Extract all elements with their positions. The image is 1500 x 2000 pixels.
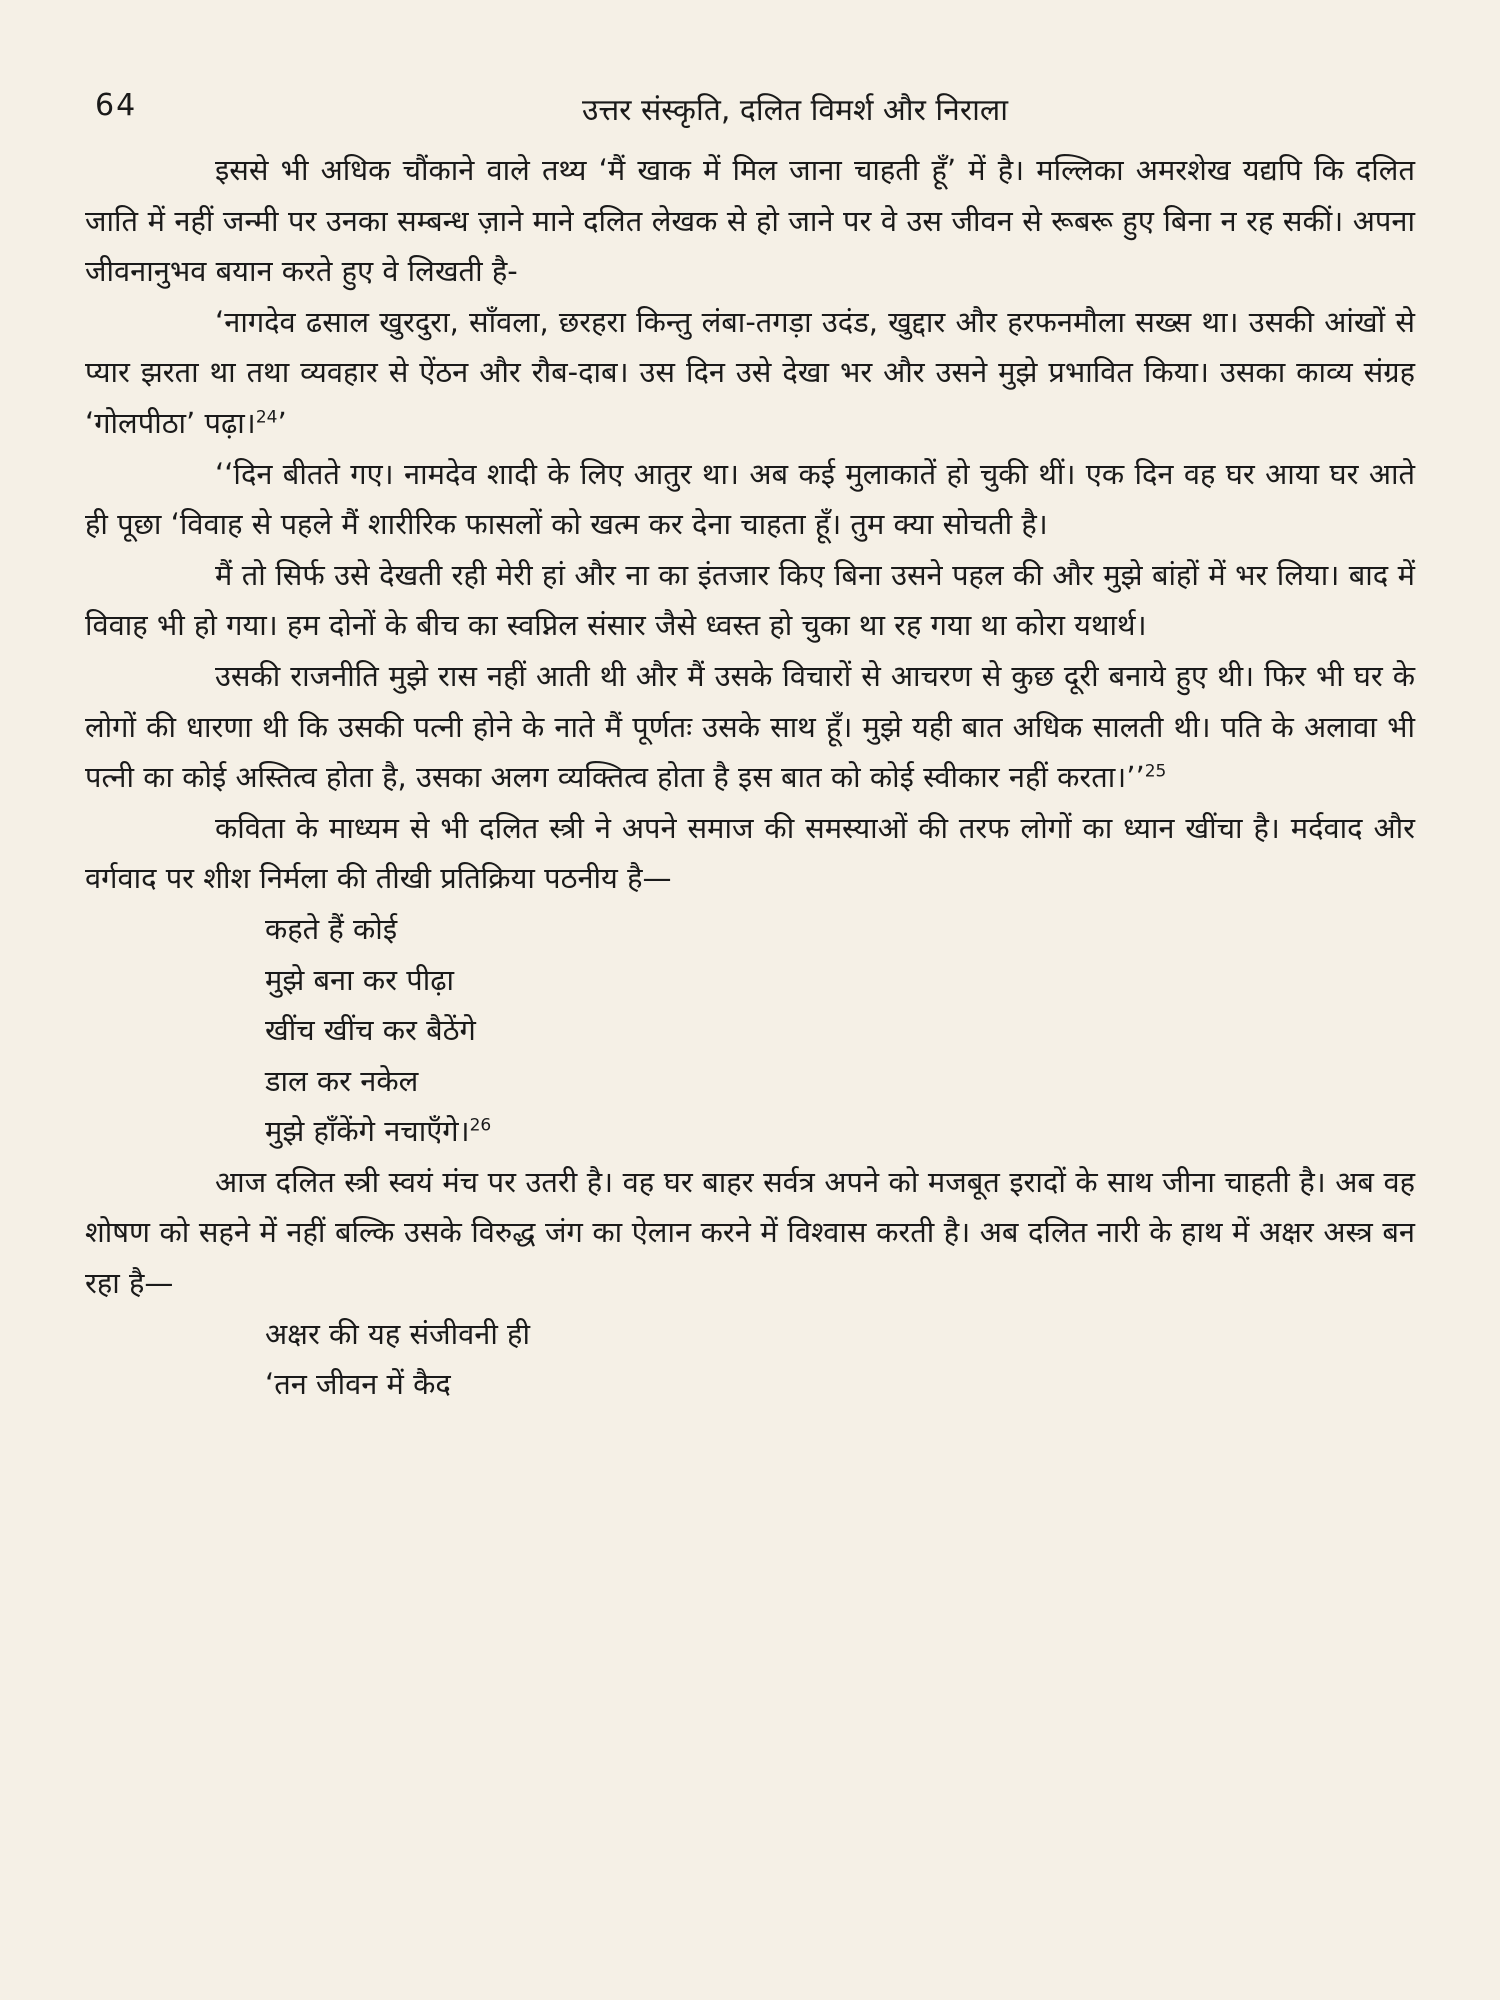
page-number: 64	[95, 88, 138, 123]
footnote-ref-25: 25	[1144, 761, 1167, 782]
paragraph-7: आज दलित स्त्री स्वयं मंच पर उतरी है। वह घर बाहर सर्वत्र अपने को मजबूत इरादों के साथ जीना चाहती है। अब वह शोषण को सहने में नहीं बल्कि उसके विरुद्ध जंग का ऐलान करने में विश्वास करती है। अब दलित नारी के हाथ में अक्षर अस्त्र बन रहा है—	[85, 1164, 1415, 1301]
verse-line: मुझे बना कर पीढ़ा	[265, 962, 455, 997]
verse-line: डाल कर नकेल	[265, 1063, 419, 1098]
verse-block-2	[85, 1309, 1415, 1410]
verse-line: अक्षर की यह संजीवनी ही	[265, 1316, 530, 1351]
verse-block-1	[85, 904, 1415, 1157]
paragraph-6: कविता के माध्यम से भी दलित स्त्री ने अपने समाज की समस्याओं की तरफ लोगों का ध्यान खींचा है। मर्दवाद और वर्गवाद पर शीश निर्मला की तीखी प्रतिक्रिया पठनीय है—	[85, 810, 1415, 896]
running-title: उत्तर संस्कृति, दलित विमर्श और निराला	[582, 93, 1008, 128]
paragraph-5	[85, 651, 1415, 803]
paragraph-2	[85, 297, 1415, 449]
page-header	[95, 88, 1425, 138]
verse-line: खींच खींच कर बैठेंगे	[265, 1013, 476, 1048]
footnote-ref-26: 26	[469, 1115, 492, 1136]
footnote-ref-24: 24	[255, 407, 278, 428]
paragraph-1: इससे भी अधिक चौंकाने वाले तथ्य ‘मैं खाक में मिल जाना चाहती हूँ’ में है। मल्लिका अमरशेख यद्यपि कि दलित जाति में नहीं जन्मी पर उनका सम्बन्ध ज़ाने माने दलित लेखक से हो जाने पर वे उस जीवन से रूबरू हुए बिना न रह सकीं। अपना जीवनानुभव बयान करते हुए वे लिखती है-	[85, 153, 1415, 289]
closing-quote: ’	[277, 405, 287, 440]
paragraph-4: मैं तो सिर्फ उसे देखती रही मेरी हां और ना का इंतजार किए बिना उसने पहल की और मुझे बांहों में भर लिया। बाद में विवाह भी हो गया। हम दोनों के बीच का स्वप्निल संसार जैसे ध्वस्त हो चुका था रह गया था कोरा यथार्थ।	[85, 557, 1415, 643]
paragraph-2-text: ‘नागदेव ढसाल खुरदुरा, साँवला, छरहरा किन्तु लंबा-तगड़ा उदंड, खुद्दार और हरफनमौला सख्स था। उसकी आंखों से प्यार झरता था तथा व्यवहार से ऐंठन और रौब-दाब। उस दिन उसे देखा भर और उसने मुझे प्रभावित किया। उसका काव्य संग्रह ‘गोलपीठा’ पढ़ा।	[85, 304, 1415, 440]
verse-line: कहते हैं कोई	[265, 911, 398, 946]
paragraph-5-text: उसकी राजनीति मुझे रास नहीं आती थी और मैं उसके विचारों से आचरण से कुछ दूरी बनाये हुए थी। फिर भी घर के लोगों की धारणा थी कि उसकी पत्नी होने के नाते मैं पूर्णतः उसके साथ हूँ। मुझे यही बात अधिक सालती थी। पति के अलावा भी पत्नी का कोई अस्तित्व होता है, उसका अलग व्यक्तित्व होता है इस बात को कोई स्वीकार नहीं करता।’’	[85, 658, 1415, 795]
paragraph-3: ‘‘दिन बीतते गए। नामदेव शादी के लिए आतुर था। अब कई मुलाकातें हो चुकी थीं। एक दिन वह घर आया घर आते ही पूछा ‘विवाह से पहले मैं शारीरिक फासलों को खत्म कर देना चाहता हूँ। तुम क्या सोचती है।	[85, 456, 1415, 542]
verse-line	[85, 1106, 1415, 1157]
verse-line: ‘तन जीवन में कैद	[265, 1367, 451, 1402]
body-text	[85, 145, 1415, 1410]
verse-line-text: मुझे हाँकेंगे नचाएँगे।	[265, 1114, 470, 1149]
